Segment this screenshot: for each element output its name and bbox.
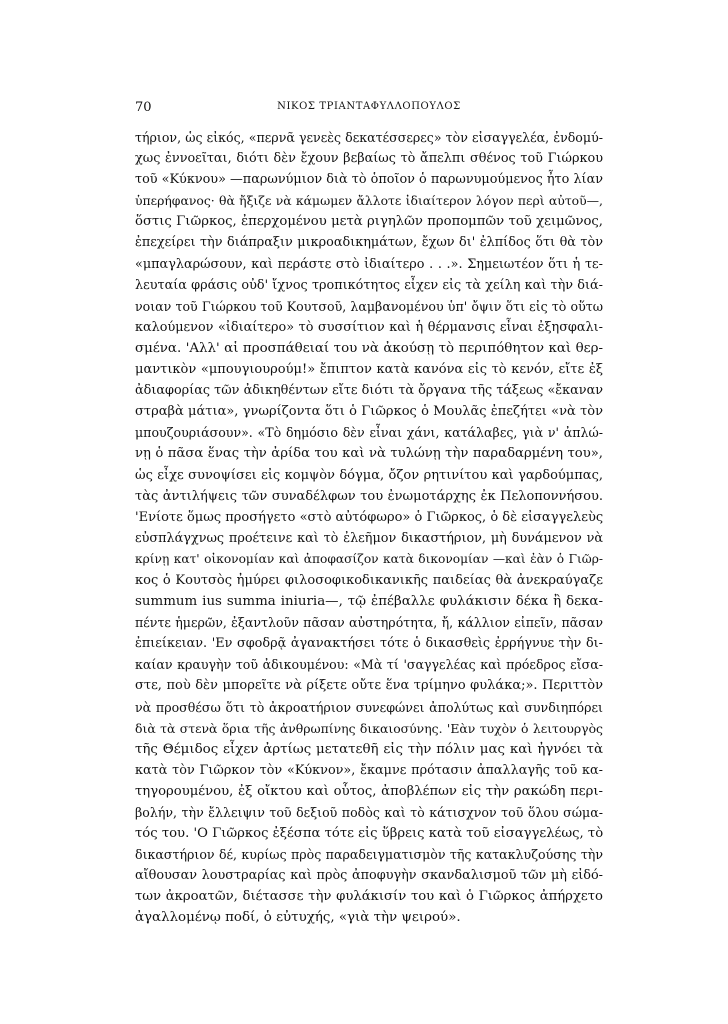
text-line: βολήν, τὴν ἔλλειψιν τοῦ δεξιοῦ ποδὸς καὶ τὸ κάτισχνον τοῦ ὅλου σώμα- (135, 805, 603, 820)
text-line: ἐπεχείρει τὴν διάπραξιν μικροαδικημάτων, ἔχων δι' ἐλπίδος ὅτι θὰ τὸν (135, 235, 603, 251)
text-line: νοιαν τοῦ Γιώρκου τοῦ Κουτσοῦ, λαμβανομένου ὑπ' ὄψιν ὅτι εἰς τὸ οὕτω (135, 298, 603, 314)
text-line: νῃ ὁ πᾶσα ἕνας τὴν ἀρίδα του καὶ νὰ τυλώνῃ τὴν παραδαρμένη του», (135, 446, 603, 462)
text-line: τῆς Θέμιδος εἶχεν ἀρτίως μετατεθῆ εἰς τὴν πόλιν μας καὶ ἠγνόει τὰ (135, 741, 603, 757)
body-text (135, 127, 603, 929)
text-line: πέντε ἡμερῶν, ἐξαντλοῦν πᾶσαν αὐστηρότητα, ἤ, κάλλιον εἰπεῖν, πᾶσαν (135, 615, 603, 631)
text-line: μαντικὸν «μπουγιουρούμ!» ἔπιπτον κατὰ κανόνα εἰς τὸ κενόν, εἴτε ἐξ (135, 362, 603, 378)
text-line: μπουζουριάσουν». «Τὸ δημόσιο δὲν εἶναι χάνι, κατάλαβες, γιὰ ν' ἀπλώ- (135, 425, 603, 441)
text-line: ἀδιαφορίας τῶν ἀδικηθέντων εἴτε διότι τὰ ὄργανα τῆς τάξεως «ἔκαναν (135, 383, 603, 399)
text-line: τὰς ἀντιλήψεις τῶν συναδέλφων του ἐνωμοτάρχης ἐκ Πελοποννήσου. (135, 488, 603, 504)
text-line: στραβὰ μάτια», γνωρίζοντα ὅτι ὁ Γιῶρκος ὁ Μουλᾶς ἐπεζήτει «νὰ τὸν (135, 404, 603, 420)
running-head: ΝΙΚΟΣ ΤΡΙΑΝΤΑΦΥΛΛΟΠΟΥΛΟΣ (277, 101, 461, 112)
text-line: «μπαγλαρώσουν, καὶ περάστε στὸ ἰδιαίτερο . . .». Σημειωτέον ὅτι ἡ τε- (135, 256, 603, 272)
page-header (135, 100, 603, 116)
text-line: κατὰ τὸν Γιῶρκον τὸν «Κύκνον», ἔκαμνε πρότασιν ἀπαλλαγῆς τοῦ κα- (135, 762, 603, 778)
text-line: αἴθουσαν λουστραρίας καὶ πρὸς ἀποφυγὴν σκανδαλισμοῦ τῶν μὴ εἰδό- (135, 868, 603, 884)
text-line: κος ὁ Κουτσὸς ἠμύρει φιλοσοφικοδικανικῆς παιδείας θὰ ἀνεκραύγαζε (135, 572, 603, 588)
text-line: χως ἐννοεῖται, διότι δὲν ἔχουν βεβαίως τὸ ἄπελπι σθένος τοῦ Γιώρκου (135, 151, 603, 167)
text-line: ἐπιείκειαν. 'Εν σφοδρᾷ ἀγανακτήσει τότε ὁ δικασθεὶς ἐρρήγνυε τὴν δι- (135, 636, 603, 652)
text-line: λευταία φράσις οὐδ' ἴχνος τροπικότητος εἶχεν εἰς τὰ χείλη καὶ τὴν διά- (135, 277, 603, 293)
text-line: ἀγαλλομένῳ ποδί, ὁ εὐτυχής, «γιὰ τὴν ψειρού». (135, 910, 461, 926)
text-line: τήριον, ὡς εἰκός, «περνᾶ γενεὲς δεκατέσσερες» τὸν εἰσαγγελέα, ἐνδομύ- (135, 130, 603, 145)
text-line: τηγορουμένου, ἐξ οἴκτου καὶ οὗτος, ἀποβλέπων εἰς τὴν ρακώδη περι- (135, 783, 603, 799)
text-line: summum ius summa iniuria—, τῷ ἐπέβαλλε φυλάκισιν δέκα ἢ δεκα- (135, 594, 603, 610)
text-line: διὰ τὰ στενὰ ὅρια τῆς ἀνθρωπίνης δικαιοσύνης. 'Εὰν τυχὸν ὁ λειτουργὸς (135, 720, 603, 736)
text-line: καίαν κραυγὴν τοῦ ἀδικουμένου: «Μὰ τί 'σαγγελέας καὶ πρόεδρος εἴσα- (135, 657, 603, 673)
text-line: δικαστήριον δέ, κυρίως πρὸς παραδειγματισμὸν τῆς κατακλυζούσης τὴν (135, 847, 603, 863)
text-line: 'Ενίοτε ὅμως προσήγετο «στὸ αὐτόφωρο» ὁ Γιῶρκος, ὁ δὲ εἰσαγγελεὺς (135, 509, 603, 525)
text-line: στε, ποὺ δὲν μπορεῖτε νὰ ρίξετε οὔτε ἕνα τρίμηνο φυλάκα;». Περιττὸν (135, 678, 603, 694)
text-line: ὅστις Γιῶρκος, ἐπερχομένου μετὰ ριγηλῶν προπομπῶν τοῦ χειμῶνος, (135, 214, 603, 230)
text-line: κρίνῃ κατ' οἰκονομίαν καὶ ἀποφασίζον κατὰ δικονομίαν —καὶ ἐὰν ὁ Γιῶρ- (135, 551, 603, 566)
text-line: ὑπερήφανος· θὰ ἤξιζε νὰ κάμωμεν ἄλλοτε ἰδιαίτερον λόγον περὶ αὐτοῦ—, (135, 193, 603, 209)
page-number: 70 (135, 100, 152, 115)
text-line: καλούμενον «ἰδιαίτερο» τὸ συσσίτιον καὶ ἡ θέρμανσις εἶναι ἐξησφαλι- (135, 319, 603, 335)
text-line: των ἀκροατῶν, διέτασσε τὴν φυλάκισίν του καὶ ὁ Γιῶρκος ἀπήρχετο (135, 889, 603, 905)
text-line: εὐσπλάγχνως προέτεινε καὶ τὸ ἐλεῆμον δικαστήριον, μὴ δυνάμενον νὰ (135, 530, 603, 546)
text-line: τοῦ «Κύκνου» —παρωνύμιον διὰ τὸ ὁποῖον ὁ παρωνυμούμενος ἦτο λίαν (135, 172, 603, 188)
text-line: ὡς εἶχε συνοψίσει εἰς κομψὸν δόγμα, ὄζον ρητινίτου καὶ γαρδούμπας, (135, 467, 603, 483)
text-line: σμένα. 'Αλλ' αἱ προσπάθειαί του νὰ ἀκούσῃ τὸ περιπόθητον καὶ θερ- (135, 340, 603, 356)
text-line: τός του. 'Ο Γιῶρκος ἐξέσπα τότε εἰς ὕβρεις κατὰ τοῦ εἰσαγγελέως, τὸ (135, 826, 603, 842)
text-line: νὰ προσθέσω ὅτι τὸ ἀκροατήριον συνεφώνει ἀπολύτως καὶ συνδιηπόρει (135, 699, 603, 715)
